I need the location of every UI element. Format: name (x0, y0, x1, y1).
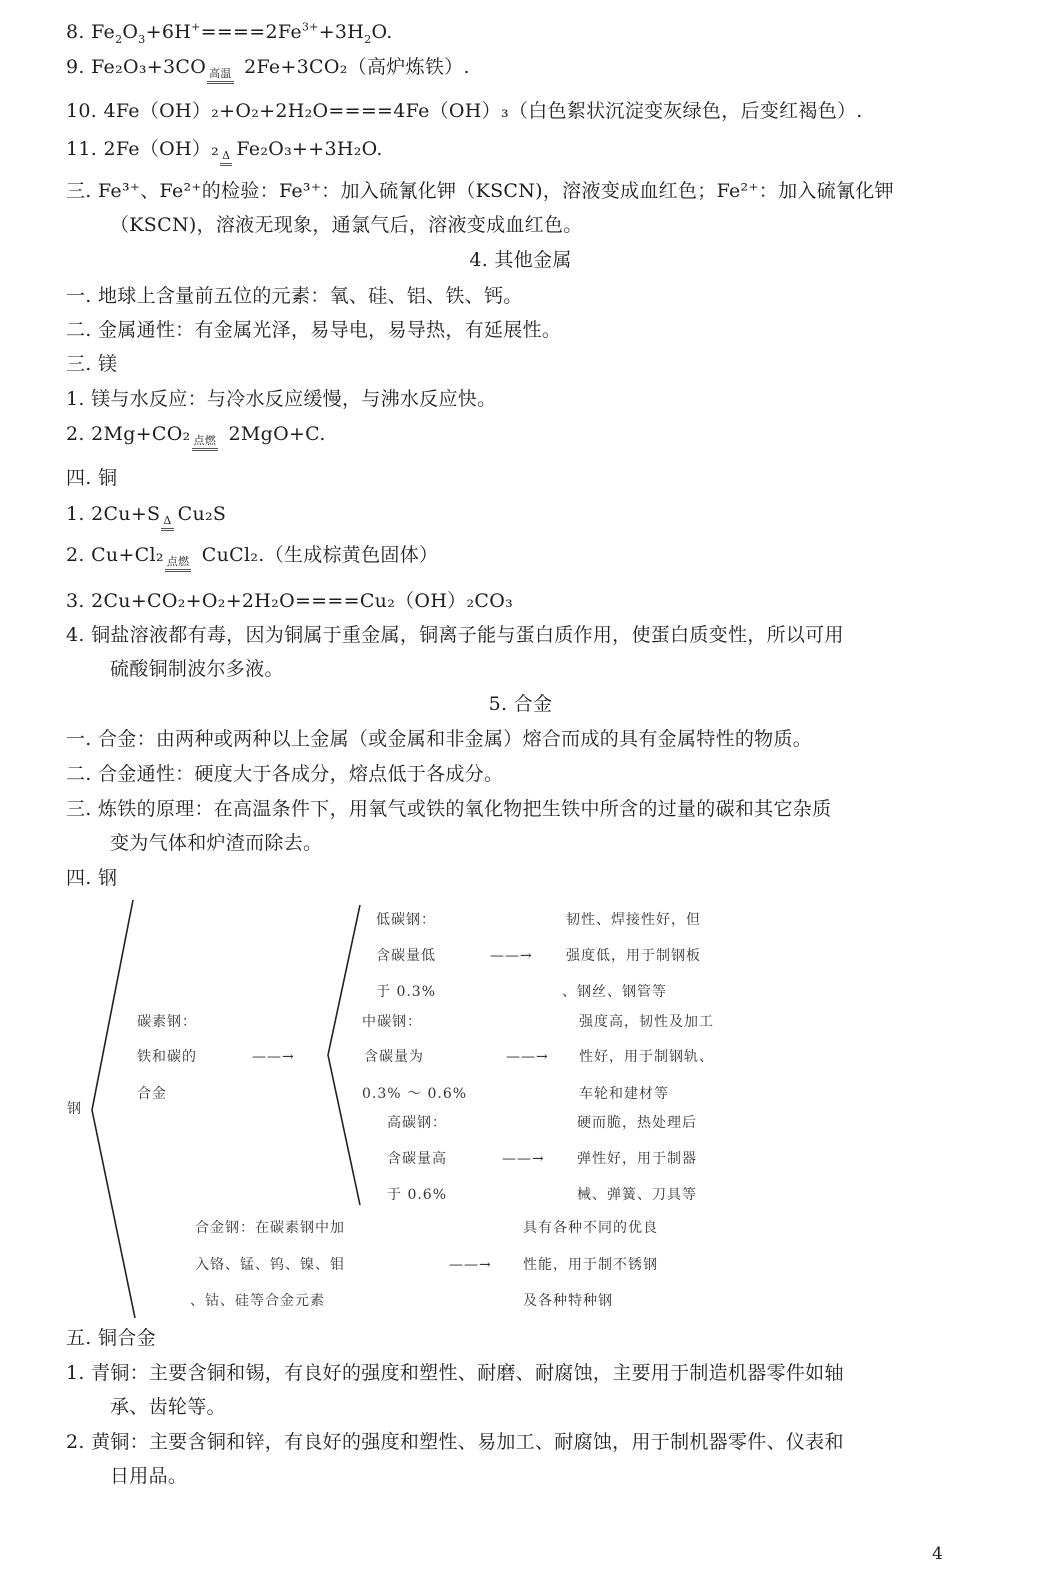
reaction-condition: 点燃 (192, 434, 219, 451)
diagram-text: 弹性好，用于制器 (577, 1151, 697, 1167)
diagram-text: 低碳钢： (376, 912, 436, 928)
paragraph: 二. 金属通性：有金属光泽，易导电，易导热，有延展性。 (66, 319, 562, 341)
section-title-other-metals: 4. 其他金属 (469, 249, 572, 271)
equation-9: 9. Fe₂O₃+3CO 高温 2Fe+3CO₂（高炉炼铁）. (66, 55, 470, 84)
reaction-condition: Δ (220, 149, 232, 166)
subheading-copper-alloy: 五. 铜合金 (66, 1327, 156, 1349)
diagram-text: 于 0.3% (376, 984, 437, 1000)
subheading-steel: 四. 钢 (66, 867, 118, 889)
diagram-text: 强度低，用于制钢板 (566, 948, 701, 964)
paragraph: 1. 青铜：主要含铜和锡，有良好的强度和塑性、耐磨、耐腐蚀，主要用于制造机器零件如轴 (66, 1362, 844, 1384)
paragraph: 一. 合金：由两种或两种以上金属（或金属和非金属）熔合而成的具有金属特性的物质。 (66, 728, 813, 750)
diagram-text: 韧性、焊接性好，但 (566, 912, 701, 928)
page-number: 4 (932, 1544, 943, 1564)
diagram-text: 合金 (137, 1086, 167, 1102)
subheading-copper: 四. 铜 (66, 467, 118, 489)
reaction-condition: 高温 (207, 67, 234, 84)
diagram-text: 高碳钢： (387, 1115, 447, 1131)
arrow-icon: ——→ (449, 1257, 492, 1273)
diagram-text: 中碳钢： (362, 1014, 422, 1030)
diagram-text: 强度高，韧性及加工 (579, 1014, 714, 1030)
diagram-text: 于 0.6% (387, 1187, 448, 1203)
diagram-text: 含碳量低 (376, 948, 436, 964)
equation-mg: 2. 2Mg+CO₂ 点燃 2MgO+C. (66, 422, 326, 451)
arrow-icon: ——→ (502, 1151, 545, 1167)
diagram-text: 具有各种不同的优良 (523, 1220, 658, 1236)
diagram-text: 含碳量为 (364, 1049, 424, 1065)
equation-cu-3: 3. 2Cu+CO₂+O₂+2H₂O====Cu₂（OH）₂CO₃ (66, 590, 514, 612)
paragraph: 2. 黄铜：主要含铜和锌，有良好的强度和塑性、易加工、耐腐蚀，用于制机器零件、仪表和 (66, 1431, 844, 1453)
diagram-text: 碳素钢： (137, 1014, 197, 1030)
diagram-text: 性能，用于制不锈钢 (523, 1257, 658, 1273)
arrow-icon: ——→ (490, 948, 533, 964)
diagram-text: 合金钢：在碳素钢中加 (195, 1220, 345, 1236)
paragraph: 一. 地球上含量前五位的元素：氧、硅、铝、铁、钙。 (66, 285, 523, 307)
diagram-text: 0.3% ～ 0.6% (362, 1086, 468, 1102)
arrow-icon: ——→ (252, 1049, 295, 1065)
equation-10: 10. 4Fe（OH）₂+O₂+2H₂O====4Fe（OH）₃（白色絮状沉淀变灰绿色，后变红褐色）. (66, 100, 863, 122)
fe-ion-test-line2: （KSCN)，溶液无现象，通氯气后，溶液变成血红色。 (110, 214, 583, 236)
paragraph: 1. 镁与水反应：与冷水反应缓慢，与沸水反应快。 (66, 388, 497, 410)
equation-8: 8. $Fe_2O_3+6H^+====2Fe^{3+}+3H_2O$. (66, 20, 393, 46)
paragraph: 变为气体和炉渣而除去。 (110, 832, 323, 854)
paragraph: 日用品。 (110, 1465, 188, 1487)
equation-cu-1: 1. 2Cu+S Δ Cu₂S (66, 502, 226, 531)
paragraph: 承、齿轮等。 (110, 1396, 226, 1418)
diagram-text: 及各种特种钢 (523, 1293, 613, 1309)
diagram-text: 、钢丝、钢管等 (562, 984, 667, 1000)
subheading-magnesium: 三. 镁 (66, 353, 118, 375)
fe-ion-test-line1: 三. Fe³⁺、Fe²⁺的检验：Fe³⁺：加入硫氰化钾（KSCN)，溶液变成血红色；Fe²⁺：加入硫氰化钾 (66, 180, 894, 202)
diagram-text: 铁和碳的 (137, 1049, 197, 1065)
paragraph: 三. 炼铁的原理：在高温条件下，用氧气或铁的氧化物把生铁中所含的过量的碳和其它杂质 (66, 798, 832, 820)
diagram-text: 械、弹簧、刀具等 (577, 1187, 697, 1203)
reaction-condition: Δ (161, 514, 173, 531)
diagram-text: 性好，用于制钢轨、 (579, 1049, 714, 1065)
equation-11: 11. 2Fe（OH）₂ Δ Fe₂O₃++3H₂O. (66, 137, 383, 166)
arrow-icon: ——→ (506, 1049, 549, 1065)
diagram-text: 含碳量高 (387, 1151, 447, 1167)
diagram-text: 、钴、硅等合金元素 (190, 1293, 325, 1309)
paragraph: 4. 铜盐溶液都有毒，因为铜属于重金属，铜离子能与蛋白质作用，使蛋白质变性，所以可用 (66, 624, 844, 646)
paragraph: 二. 合金通性：硬度大于各成分，熔点低于各成分。 (66, 763, 504, 785)
paragraph: 硫酸铜制波尔多液。 (110, 658, 284, 680)
diagram-text: 硬而脆，热处理后 (577, 1115, 697, 1131)
diagram-text: 车轮和建材等 (579, 1086, 669, 1102)
section-title-alloy: 5. 合金 (488, 693, 553, 715)
equation-cu-2: 2. Cu+Cl₂ 点燃 CuCl₂.（生成棕黄色固体） (66, 543, 438, 572)
reaction-condition: 点燃 (165, 555, 192, 572)
diagram-root-steel: 钢 (67, 1101, 82, 1117)
diagram-text: 入铬、锰、钨、镍、钼 (195, 1257, 345, 1273)
